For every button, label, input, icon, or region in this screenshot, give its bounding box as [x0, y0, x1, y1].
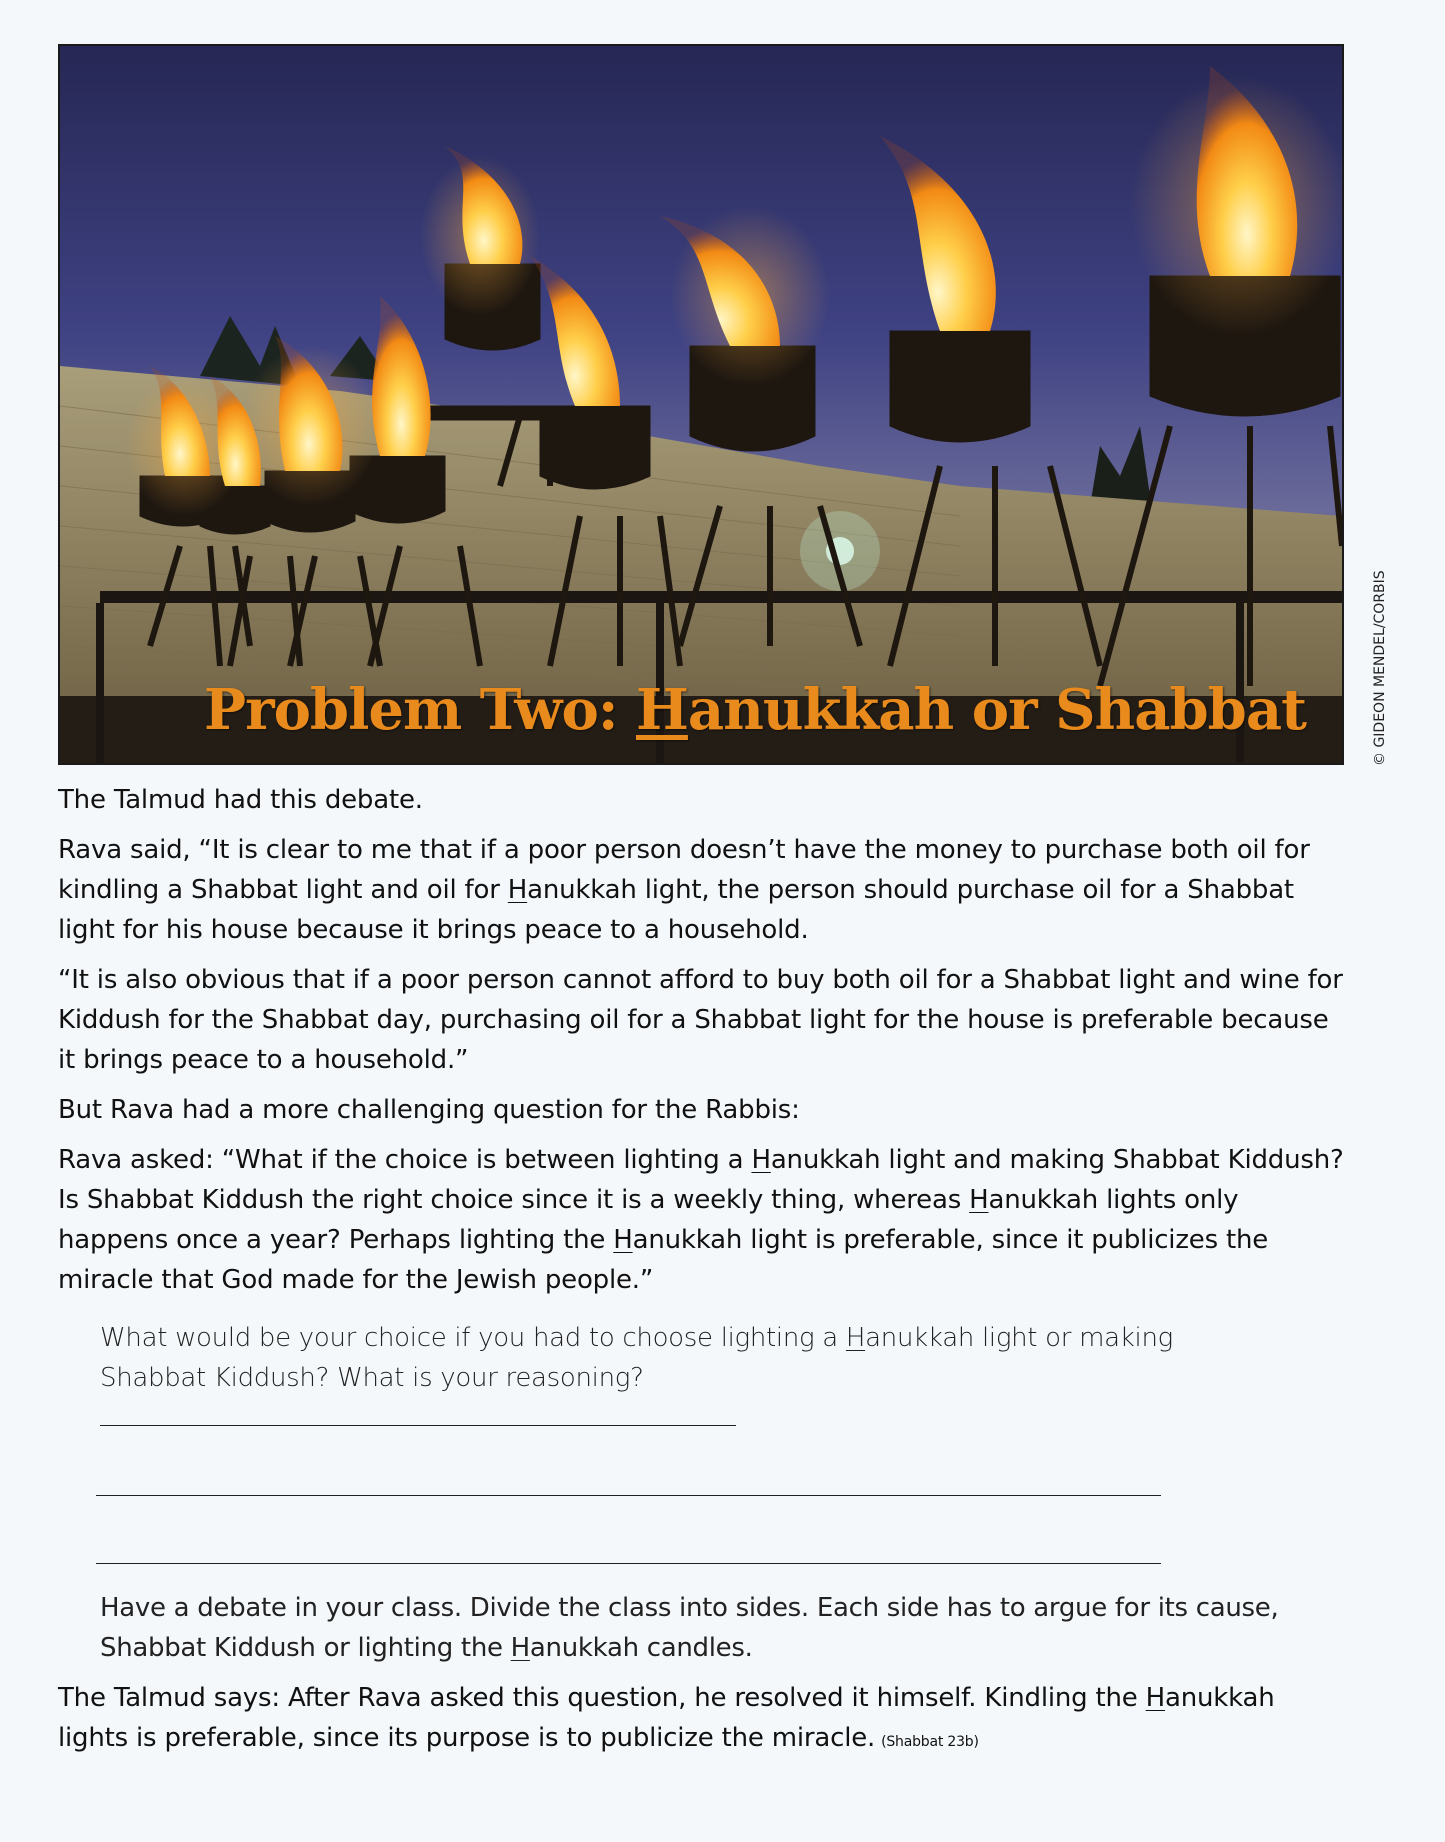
- citation: (Shabbat 23b): [881, 1734, 979, 1750]
- rava-asked-paragraph: Rava asked: “What if the choice is between lighting a Hanukkah light and making Shabbat Kiddush? Is Shabbat Kiddush the right choice since it is a weekly thing, whereas Hanukkah lights only happens once a year? Perhaps lighting the Hanukkah light is preferable, since it publicizes the miracle that God made for the Jewish people.”: [58, 1145, 1344, 1295]
- answer-line-1[interactable]: [100, 1405, 736, 1426]
- photo-credit: © GIDEON MENDEL/CORBIS: [1372, 570, 1388, 766]
- obvious-paragraph: “It is also obvious that if a poor person cannot afford to buy both oil for a Shabbat light and wine for Kiddush for the Shabbat day, purchasing oil for a Shabbat light for the house is preferable because it brings peace to a household.”: [58, 965, 1343, 1075]
- page-title: Problem Two: Hanukkah or Shabbat: [203, 677, 1306, 743]
- hero-photo: [58, 44, 1344, 765]
- intro-paragraph: The Talmud had this debate.: [58, 785, 423, 815]
- answer-line-3[interactable]: [96, 1562, 1161, 1564]
- debate-activity: Have a debate in your class. Divide the class into sides. Each side has to argue for its cause, Shabbat Kiddush or lighting the Hanukkah candles.: [100, 1593, 1279, 1663]
- conclusion-paragraph: The Talmud says: After Rava asked this question, he resolved it himself. Kindling the Hanukkah lights is preferable, since its purpose is to publicize the miracle. (Shabbat 23b): [58, 1683, 1275, 1753]
- rava-said-paragraph: Rava said, “It is clear to me that if a poor person doesn’t have the money to purchase both oil for kindling a Shabbat light and oil for Hanukkah light, the person should purchase oil for a Shabbat light for his house because it brings peace to a household.: [58, 835, 1310, 945]
- answer-line-2[interactable]: [96, 1494, 1161, 1496]
- challenge-paragraph: But Rava had a more challenging question for the Rabbis:: [58, 1095, 800, 1125]
- main-content: [58, 780, 1348, 1772]
- menorah-illustration: [60, 46, 1342, 763]
- reflection-question: What would be your choice if you had to choose lighting a Hanukkah light or making Shabbat Kiddush? What is your reasoning?: [100, 1318, 1220, 1438]
